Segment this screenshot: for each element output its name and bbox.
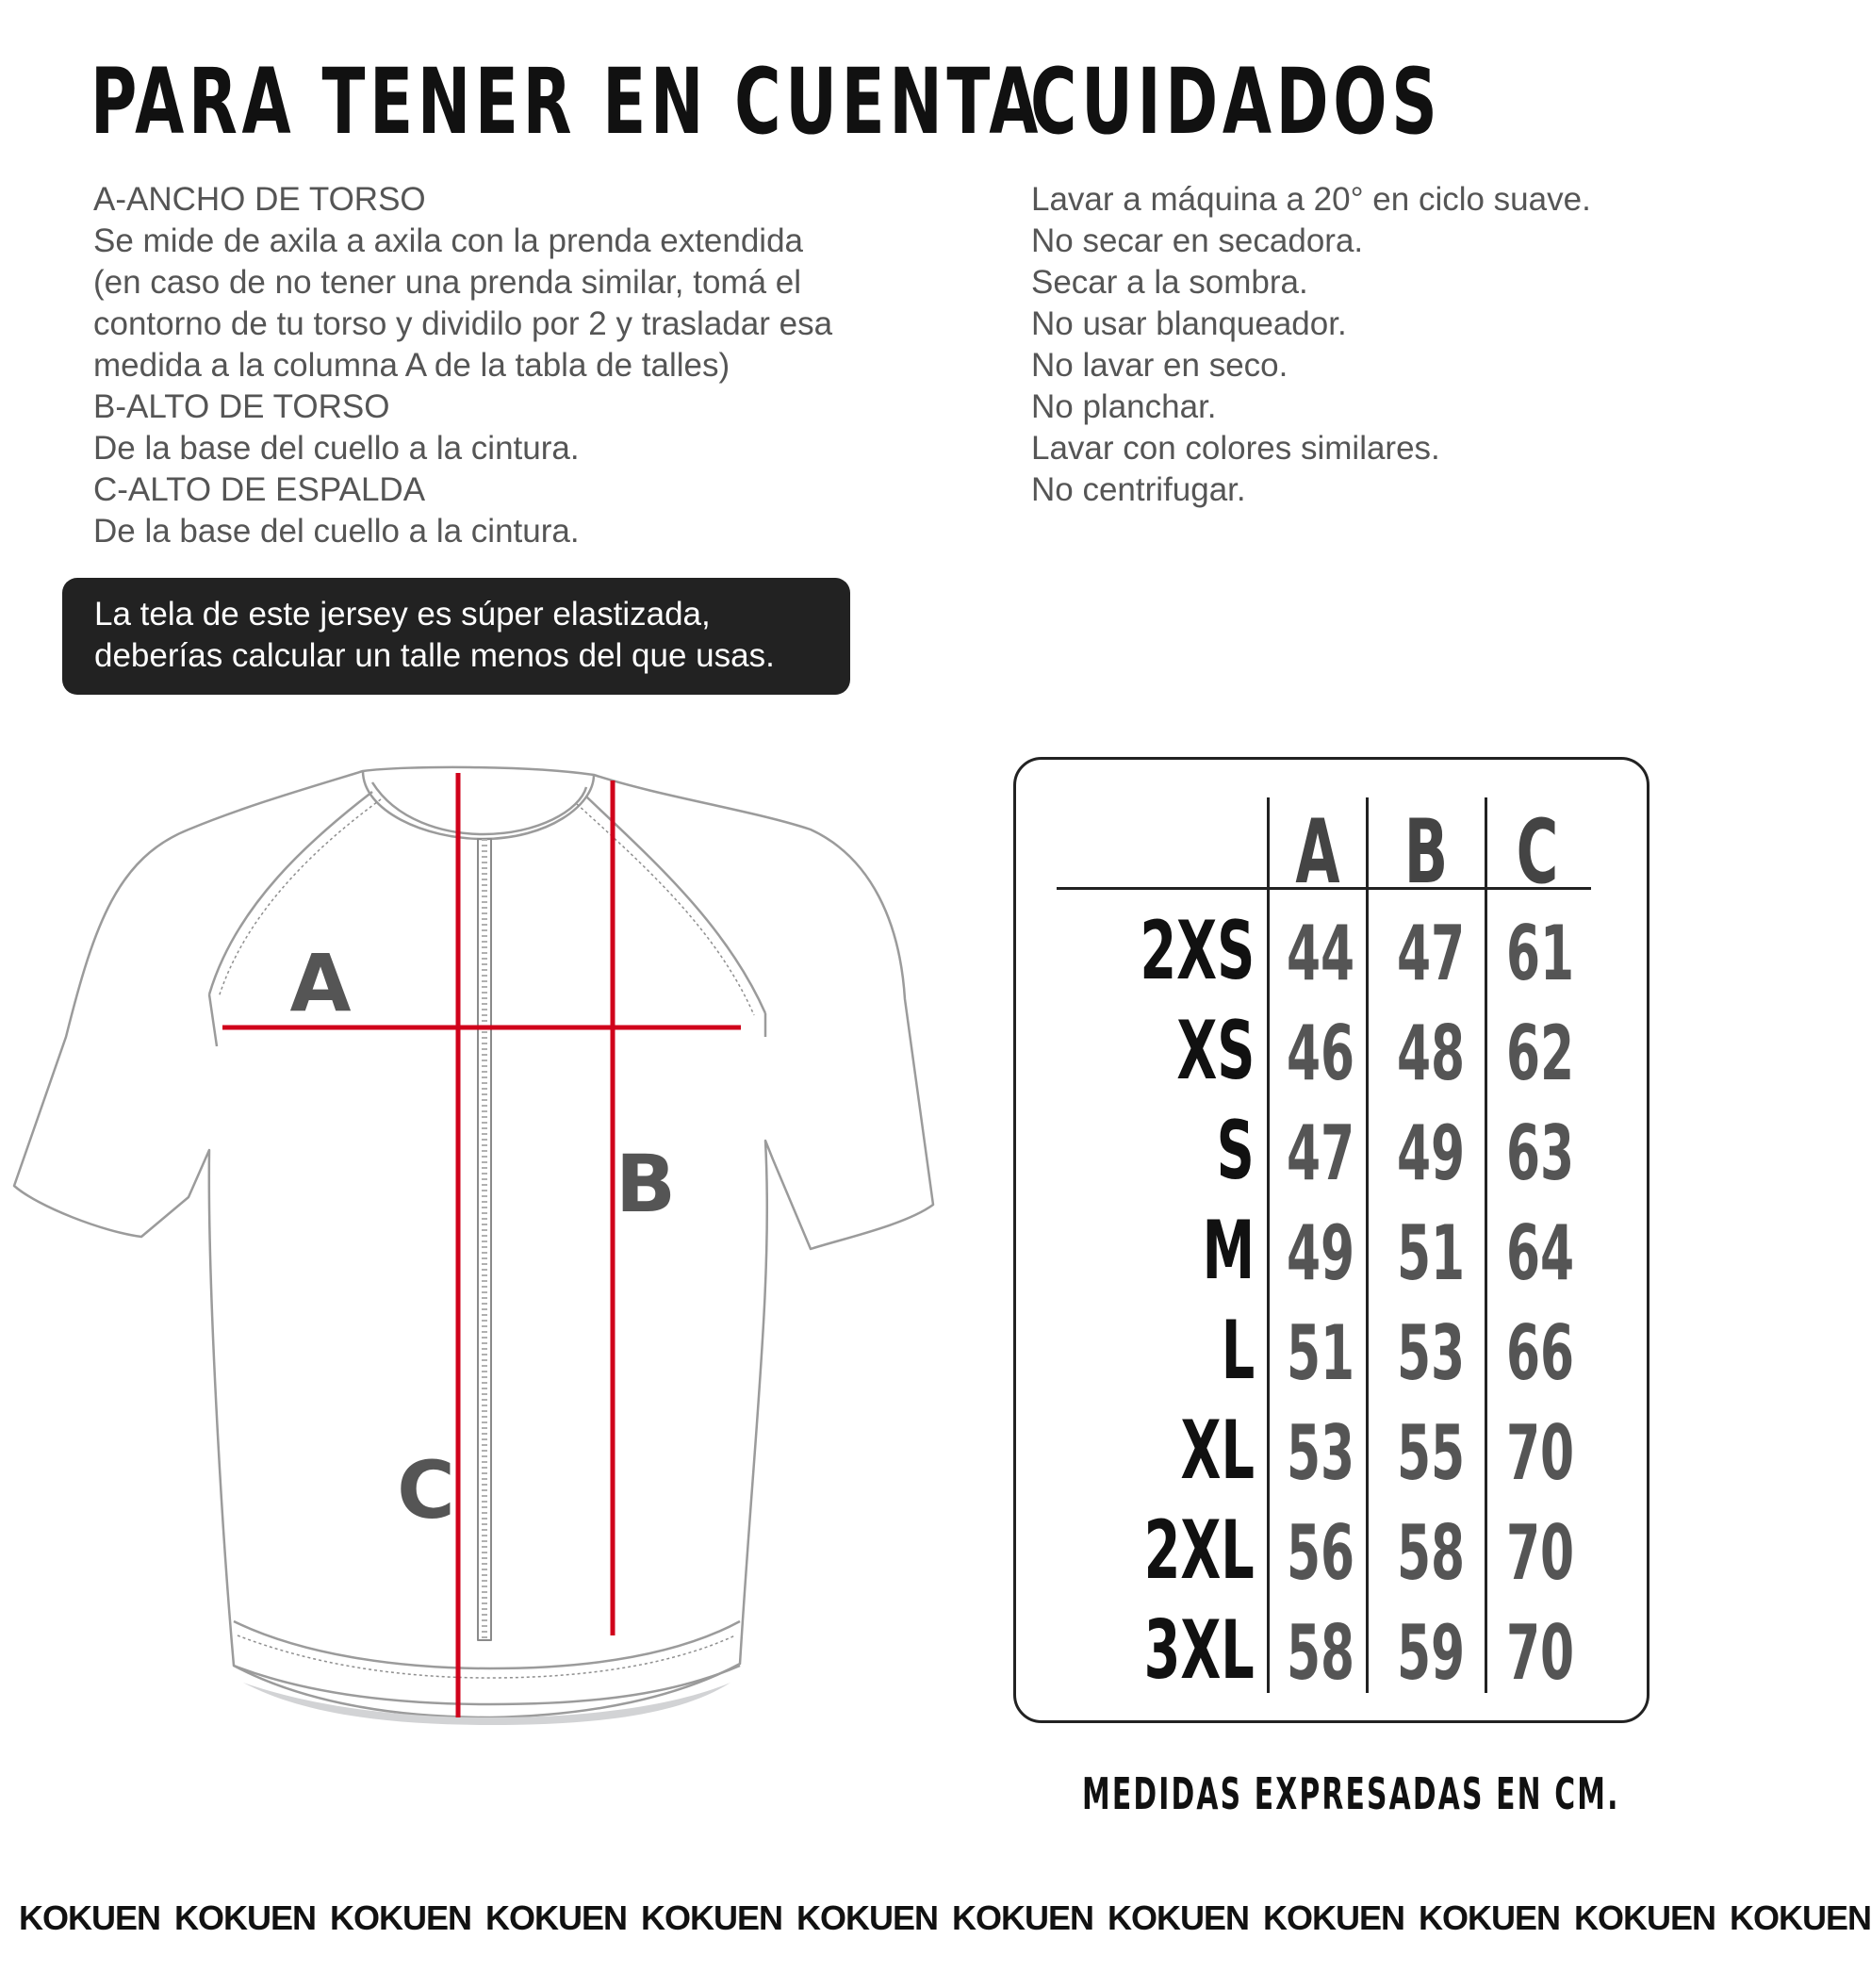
size-label: S bbox=[1216, 1104, 1255, 1198]
measure-note-line: A-ANCHO DE TORSO bbox=[93, 181, 426, 218]
care-instructions bbox=[1031, 179, 1691, 511]
care-heading: CUIDADOS bbox=[1030, 49, 1442, 155]
size-value-b: 53 bbox=[1397, 1309, 1466, 1397]
brand-logo: KOKUEN bbox=[1574, 1898, 1716, 1937]
care-item: No planchar. bbox=[1031, 388, 1217, 425]
size-value-a: 58 bbox=[1287, 1609, 1355, 1697]
brand-logo: KOKUEN bbox=[1419, 1898, 1561, 1937]
label-a: A bbox=[289, 937, 352, 1029]
measurement-notes bbox=[93, 179, 923, 552]
column-divider bbox=[1485, 797, 1487, 1693]
size-label: M bbox=[1202, 1204, 1255, 1298]
size-value-b: 48 bbox=[1397, 1010, 1466, 1097]
size-value-a: 53 bbox=[1287, 1409, 1355, 1497]
measure-note-line: C-ALTO DE ESPALDA bbox=[93, 471, 426, 508]
size-value-b: 49 bbox=[1397, 1109, 1466, 1197]
brand-logo: KOKUEN bbox=[1108, 1898, 1250, 1937]
brand-logo: KOKUEN bbox=[641, 1898, 783, 1937]
column-divider bbox=[1267, 797, 1270, 1693]
size-value-c: 70 bbox=[1506, 1609, 1575, 1697]
care-item: Lavar a máquina a 20° en ciclo suave. bbox=[1031, 181, 1591, 218]
brand-logo: KOKUEN bbox=[1263, 1898, 1405, 1937]
size-label: 3XL bbox=[1143, 1603, 1255, 1698]
brand-logo: KOKUEN bbox=[485, 1898, 628, 1937]
care-item: No lavar en seco. bbox=[1031, 347, 1288, 384]
jersey-outline bbox=[14, 767, 933, 1717]
measurement-heading: PARA TENER EN CUENTA bbox=[90, 49, 1043, 155]
size-label: XL bbox=[1180, 1404, 1255, 1498]
measure-note-line: contorno de tu torso y dividilo por 2 y trasladar esa bbox=[93, 305, 833, 342]
units-note: MEDIDAS EXPRESADAS EN CM. bbox=[1082, 1768, 1620, 1819]
brand-logo: KOKUEN bbox=[796, 1898, 939, 1937]
brand-logo: KOKUEN bbox=[174, 1898, 317, 1937]
care-item: Secar a la sombra. bbox=[1031, 264, 1308, 301]
column-header-b: B bbox=[1403, 801, 1449, 904]
size-value-a: 47 bbox=[1287, 1109, 1355, 1197]
care-item: No centrifugar. bbox=[1031, 471, 1246, 508]
brand-logo: KOKUEN bbox=[330, 1898, 472, 1937]
size-label: 2XL bbox=[1143, 1503, 1255, 1598]
fit-note-line: deberías calcular un talle menos del que usas. bbox=[94, 637, 775, 674]
measure-note-line: (en caso de no tener una prenda similar, tomá el bbox=[93, 264, 801, 301]
size-value-c: 66 bbox=[1506, 1309, 1575, 1397]
size-value-c: 70 bbox=[1506, 1409, 1575, 1497]
size-label: XS bbox=[1175, 1004, 1255, 1098]
measure-note-line: medida a la columna A de la tabla de talles) bbox=[93, 347, 730, 384]
size-value-c: 64 bbox=[1506, 1209, 1575, 1297]
jersey-measurement-diagram bbox=[0, 754, 943, 1734]
size-value-b: 55 bbox=[1397, 1409, 1466, 1497]
size-value-c: 63 bbox=[1506, 1109, 1575, 1197]
size-value-b: 58 bbox=[1397, 1509, 1466, 1597]
label-b: B bbox=[615, 1138, 677, 1230]
size-value-c: 62 bbox=[1506, 1010, 1575, 1097]
size-value-c: 70 bbox=[1506, 1509, 1575, 1597]
care-item: No usar blanqueador. bbox=[1031, 305, 1347, 342]
size-chart bbox=[1013, 757, 1649, 1723]
brand-logo: KOKUEN bbox=[1730, 1898, 1871, 1937]
size-value-c: 61 bbox=[1506, 910, 1575, 997]
size-value-b: 47 bbox=[1397, 910, 1466, 997]
size-label: 2XS bbox=[1140, 904, 1255, 998]
label-c: C bbox=[397, 1444, 455, 1536]
size-value-a: 56 bbox=[1287, 1509, 1355, 1597]
size-value-b: 59 bbox=[1397, 1609, 1466, 1697]
size-label: L bbox=[1221, 1304, 1255, 1398]
column-header-a: A bbox=[1295, 801, 1340, 904]
column-divider bbox=[1366, 797, 1369, 1693]
fit-note-line: La tela de este jersey es súper elastizada, bbox=[94, 596, 711, 633]
size-value-b: 51 bbox=[1397, 1209, 1466, 1297]
measure-note-line: De la base del cuello a la cintura. bbox=[93, 513, 580, 550]
size-value-a: 51 bbox=[1287, 1309, 1355, 1397]
brand-logo: KOKUEN bbox=[19, 1898, 161, 1937]
care-item: Lavar con colores similares. bbox=[1031, 430, 1440, 467]
brand-logo: KOKUEN bbox=[952, 1898, 1094, 1937]
column-header-c: C bbox=[1516, 801, 1559, 904]
size-value-a: 46 bbox=[1287, 1010, 1355, 1097]
care-item: No secar en secadora. bbox=[1031, 222, 1364, 259]
measure-note-line: De la base del cuello a la cintura. bbox=[93, 430, 580, 467]
measure-note-line: B-ALTO DE TORSO bbox=[93, 388, 390, 425]
measure-note-line: Se mide de axila a axila con la prenda extendida bbox=[93, 222, 803, 259]
brand-footer-strip bbox=[0, 1895, 1871, 1942]
size-value-a: 49 bbox=[1287, 1209, 1355, 1297]
size-value-a: 44 bbox=[1287, 910, 1355, 997]
fit-note-banner bbox=[62, 578, 850, 695]
